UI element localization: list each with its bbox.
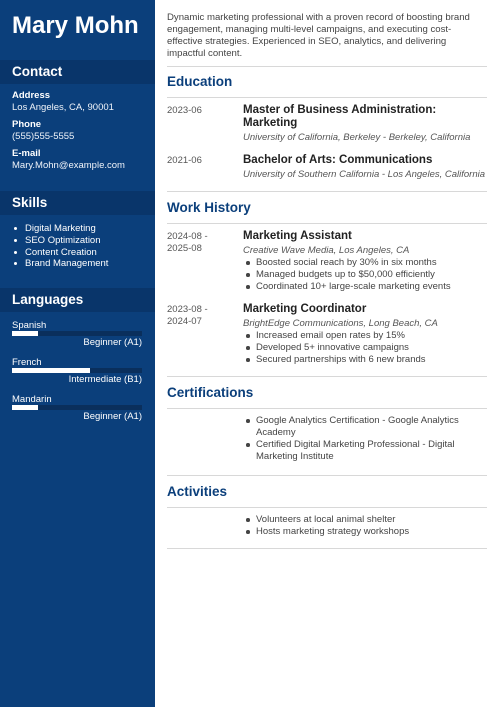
language-name: Spanish	[12, 320, 47, 332]
address-value: Los Angeles, CA, 90001	[12, 102, 114, 113]
main-content	[167, 0, 487, 555]
education-date: 2023-06	[167, 105, 202, 116]
skills-list	[0, 215, 155, 270]
work-entry	[167, 303, 487, 366]
language-item	[12, 357, 143, 386]
phone-value: (555)555-5555	[12, 131, 75, 142]
skill-item: Brand Management	[13, 258, 143, 270]
divider	[167, 376, 487, 377]
divider	[167, 223, 487, 224]
candidate-name: Mary Mohn	[12, 12, 139, 39]
company-name: BrightEdge Communications, Long Beach, CA	[243, 318, 438, 329]
language-item	[12, 320, 143, 349]
contact-section	[0, 84, 155, 172]
education-date: 2021-06	[167, 155, 202, 166]
job-bullets	[243, 330, 487, 366]
language-bar-fill	[12, 368, 90, 373]
languages-section	[0, 312, 155, 423]
job-title: Marketing Assistant	[243, 230, 352, 242]
language-bar-fill	[12, 405, 38, 410]
activities-list	[243, 514, 487, 538]
work-date-end: 2025-08	[167, 243, 202, 254]
skill-item: Content Creation	[13, 247, 143, 259]
degree-title: Master of Business Administration: Marketing	[243, 104, 437, 129]
skill-item: Digital Marketing	[13, 223, 143, 235]
divider	[167, 507, 487, 508]
list-item: Hosts marketing strategy workshops	[243, 526, 487, 538]
contact-heading: Contact	[0, 60, 155, 84]
divider	[167, 97, 487, 98]
certifications-section	[167, 415, 487, 463]
work-date	[167, 230, 243, 293]
education-entry	[167, 154, 487, 181]
language-bar-fill	[12, 331, 38, 336]
list-item: Volunteers at local animal shelter	[243, 514, 487, 526]
languages-heading: Languages	[0, 288, 155, 312]
list-item: Increased email open rates by 15%	[243, 330, 487, 342]
language-item	[12, 394, 143, 423]
list-item: Google Analytics Certification - Google Analytics Academy	[243, 415, 487, 439]
language-level: Beginner (A1)	[83, 337, 142, 349]
divider	[167, 66, 487, 67]
certifications-heading: Certifications	[167, 385, 254, 400]
list-item: Secured partnerships with 6 new brands	[243, 354, 487, 366]
sidebar	[0, 0, 155, 707]
job-title: Marketing Coordinator	[243, 303, 367, 315]
work-entry	[167, 230, 487, 293]
activities-section	[167, 514, 487, 538]
address-label: Address	[12, 90, 51, 101]
work-date	[167, 303, 243, 366]
divider	[167, 408, 487, 409]
language-level: Beginner (A1)	[83, 411, 142, 423]
language-name: Mandarin	[12, 394, 52, 406]
list-item: Developed 5+ innovative campaigns	[243, 342, 487, 354]
divider	[167, 191, 487, 192]
profile-summary: Dynamic marketing professional with a proven record of boosting brand engagement, managing multi-level campaigns, and executing cost-effective strategies. Experienced in SEO, analytics, and delivering impactful content.	[167, 12, 470, 59]
list-item: Managed budgets up to $50,000 efficiently	[243, 269, 487, 281]
education-heading: Education	[167, 74, 233, 89]
certifications-list	[243, 415, 487, 463]
phone-label: Phone	[12, 119, 42, 130]
language-name: French	[12, 357, 42, 369]
work-date-end: 2024-07	[167, 316, 202, 327]
company-name: Creative Wave Media, Los Angeles, CA	[243, 245, 410, 256]
divider	[167, 548, 487, 549]
degree-title: Bachelor of Arts: Communications	[243, 154, 433, 166]
language-bar	[12, 405, 142, 410]
work-history-heading: Work History	[167, 200, 251, 215]
job-bullets	[243, 257, 487, 293]
list-item: Certified Digital Marketing Professional - Digital Marketing Institute	[243, 439, 487, 463]
email-value: Mary.Mohn@example.com	[12, 160, 125, 171]
activities-heading: Activities	[167, 484, 228, 499]
work-date-start: 2024-08 -	[167, 231, 208, 242]
skills-heading: Skills	[0, 191, 155, 215]
education-entry	[167, 104, 487, 144]
school-name: University of California, Berkeley - Berkeley, California	[243, 132, 471, 143]
language-bar	[12, 331, 142, 336]
list-item: Boosted social reach by 30% in six months	[243, 257, 487, 269]
language-level: Intermediate (B1)	[68, 374, 142, 386]
divider	[167, 475, 487, 476]
language-bar	[12, 368, 142, 373]
school-name: University of Southern California - Los Angeles, California	[243, 169, 486, 180]
email-label: E-mail	[12, 148, 41, 159]
work-date-start: 2023-08 -	[167, 304, 208, 315]
skill-item: SEO Optimization	[13, 235, 143, 247]
list-item: Coordinated 10+ large-scale marketing events	[243, 281, 487, 293]
